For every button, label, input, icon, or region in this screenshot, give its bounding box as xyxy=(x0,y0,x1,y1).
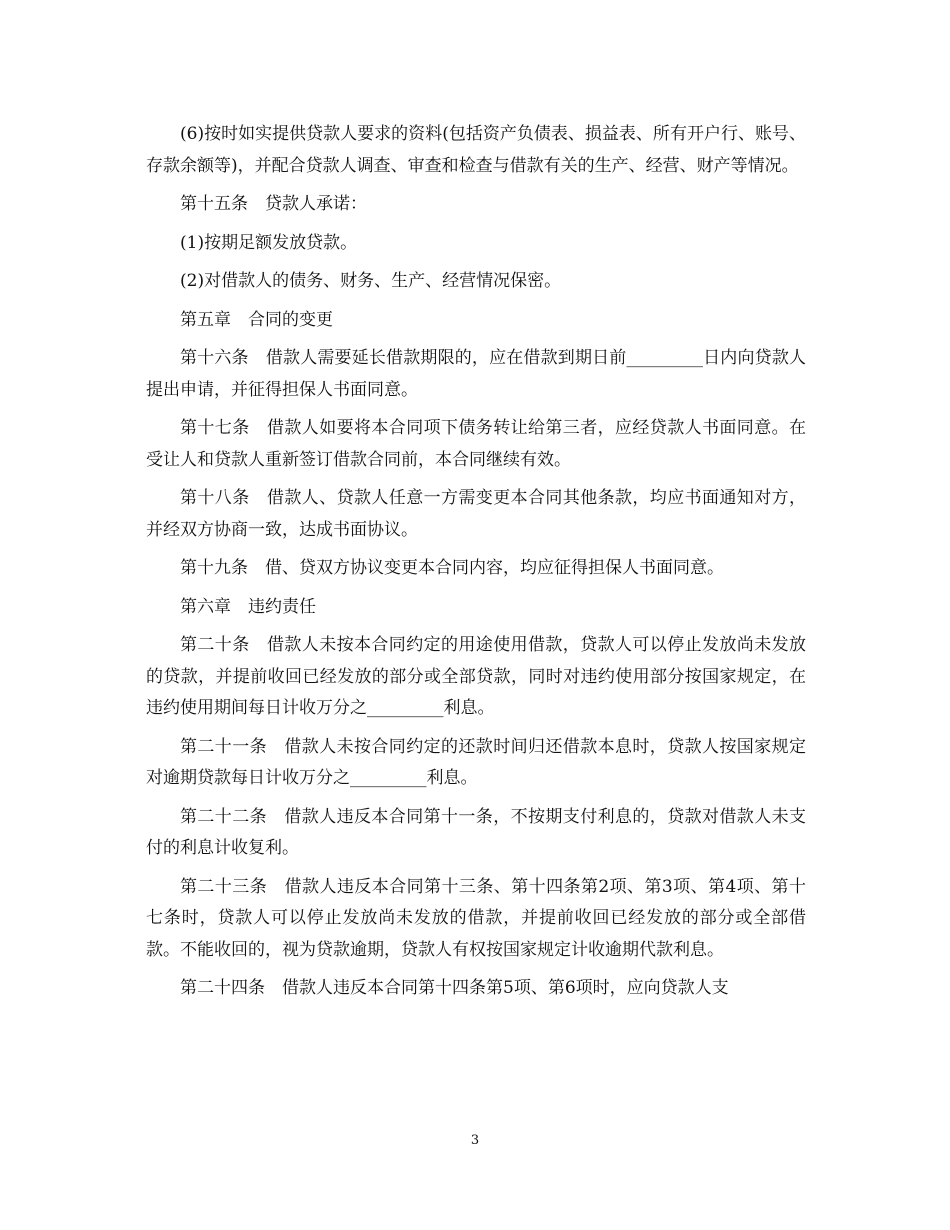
chapter-5-heading: 第五章 合同的变更 xyxy=(180,309,333,330)
article-24: 第二十四条 借款人违反本合同第十四条第5项、第6项时，应向贷款人支 xyxy=(180,978,729,998)
article-15-heading: 第十五条 贷款人承诺： xyxy=(180,194,367,214)
article-20: 第二十条 借款人未按本合同约定的用途使用借款，贷款人可以停止发放尚未发放的贷款，并提前收回已经发放的部分或全部贷款，同时对违约使用部分按国家规定，在违约使用期间每日计收万分之_________利息。 xyxy=(146,635,806,718)
paragraph-item-1-disburse: (1)按期足额发放贷款。 xyxy=(180,232,358,253)
paragraph-item-2-confidential: (2)对借款人的债务、财务、生产、经营情况保密。 xyxy=(180,271,562,291)
article-16: 第十六条 借款人需要延长借款期限的，应在借款到期日前_________日内向贷款人提出申请，并征得担保人书面同意。 xyxy=(146,348,806,400)
chapter-6-heading: 第六章 违约责任 xyxy=(180,596,316,617)
document-body xyxy=(146,119,806,1012)
article-22: 第二十二条 借款人违反本合同第十一条，不按期支付利息的，贷款对借款人未支付的利息计收复利。 xyxy=(146,806,806,858)
article-19: 第十九条 借、贷双方协议变更本合同内容，均应征得担保人书面同意。 xyxy=(180,558,724,578)
page-number: 3 xyxy=(470,1133,480,1148)
article-18: 第十八条 借款人、贷款人任意一方需变更本合同其他条款，均应书面通知对方，并经双方协商一致，达成书面协议。 xyxy=(146,488,806,540)
article-17: 第十七条 借款人如要将本合同项下债务转让给第三者，应经贷款人书面同意。在受让人和贷款人重新签订借款合同前，本合同继续有效。 xyxy=(146,418,806,470)
paragraph-item-6-materials: (6)按时如实提供贷款人要求的资料(包括资产负债表、损益表、所有开户行、账号、存款余额等)，并配合贷款人调查、审查和检查与借款有关的生产、经营、财产等情况。 xyxy=(146,124,806,176)
article-23: 第二十三条 借款人违反本合同第十三条、第十四条第2项、第3项、第4项、第十七条时，贷款人可以停止发放尚未发放的借款，并提前收回已经发放的部分或全部借款。不能收回的，视为贷款逾期，贷款人有权按国家规定计收逾期代款利息。 xyxy=(146,876,806,960)
article-21: 第二十一条 借款人未按合同约定的还款时间归还借款本息时，贷款人按国家规定对逾期贷款每日计收万分之_________利息。 xyxy=(146,736,806,788)
